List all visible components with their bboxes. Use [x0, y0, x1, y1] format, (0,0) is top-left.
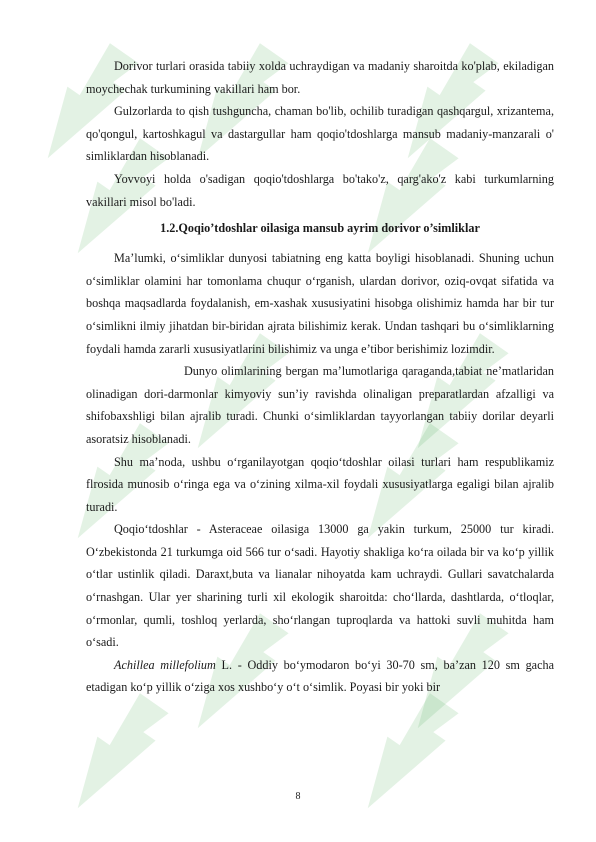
species-name: Achillea millefolium — [114, 657, 216, 672]
paragraph — [86, 360, 554, 450]
paragraph: Gulzorlarda to qish tushguncha, chaman bo'lib, ochilib turadigan qashqargul, xrizantema, qo'qongul, kartoshkagul va dastargullar ham qoqio'tdoshlarga mansub madaniy-manzarali o' simliklardan hisoblanadi. — [86, 104, 554, 164]
paragraph-text: L. - Oddiy bo‘ymodaron bo‘yi 30-70 sm, ba’zan 120 sm gacha etadigan ko‘p yillik o‘ziga xos xushbo‘y o‘t o‘simlik. Poyasi bir yoki bir — [86, 657, 554, 695]
paragraph: Dorivor turlari orasida tabiiy xolda uchraydigan va madaniy sharoitda ko'plab, ekiladigan moychechak turkumining vakillari ham bor. — [86, 59, 554, 96]
document-body — [86, 55, 554, 699]
paragraph: Qoqio‘tdoshlar - Asteraceae oilasiga 13000 ga yakin turkum, 25000 tur kiradi. O‘zbekistonda 21 turkumga oid 566 tur o‘sadi. Hayotiy shakliga ko‘ra oilada bir va ko‘p yillik o‘tlar ustinlik qiladi. Daraxt,buta va lianalar nihoyatda kam uchraydi. Gullari savatchalarda o‘rnashgan. Ular yer sharining turli xil ekologik sharoitda: cho‘llarda, dashtlarda, o‘tloqlar, o‘rmonlar, qumli, toshloq yerlarda, sho‘rlangan tuproqlarda va hattoki suvli muhitda ham o‘sadi. — [86, 522, 554, 650]
section-heading: 1.2.Qoqio’tdoshlar oilasiga mansub ayrim dorivor o’simliklar — [160, 221, 480, 236]
watermark-logo-icon — [49, 682, 181, 829]
paragraph — [86, 654, 554, 699]
paragraph: Shu ma’noda, ushbu o‘rganilayotgan qoqio‘tdoshlar oilasi turlari ham respublikamiz flrosida munosib o‘ringa ega va o‘zining xilma-xil foydali xususiyatlarga egaligi bilan ajralib turadi. — [86, 454, 554, 514]
paragraph: Ma’lumki, o‘simliklar dunyosi tabiatning eng katta boyligi hisoblanadi. Shuning uchun o‘simliklar olamini har tomonlama chuqur o‘rganish, ulardan dorivor, oziq-ovqat sifatida va boshqa maqsadlarda foydalanish, em-xashak xususiyatini hisobga olishimiz hamda har bir tur o‘simlikni ilmiy jihatdan bir-biridan ajrata bilishimiz kerak. Undan tashqari bu o‘simliklarning foydali hamda zararli xususiyatlarini bilishimiz va unga e’tibor berishimiz lozimdir. — [86, 251, 554, 356]
paragraph: Yovvoyi holda o'sadigan qoqio'tdoshlarga bo'tako'z, qarg'ako'z kabi turkumlarning vakillari misol bo'ladi. — [86, 171, 554, 209]
paragraph-text: Dunyo olimlarining bergan ma’lumotlariga qaraganda,tabiat ne’matlaridan olinadigan dori-darmonlar kimyoviy sun’iy ravishda olinaligan preparatlardan afzalligi va shifobaxshligi bilan ajralib turadi. Chunki o‘simliklardan tayyorlangan tabiiy dorilar deyarli asoratsiz hisoblanadi. — [86, 364, 554, 446]
page-number: 8 — [295, 791, 301, 802]
